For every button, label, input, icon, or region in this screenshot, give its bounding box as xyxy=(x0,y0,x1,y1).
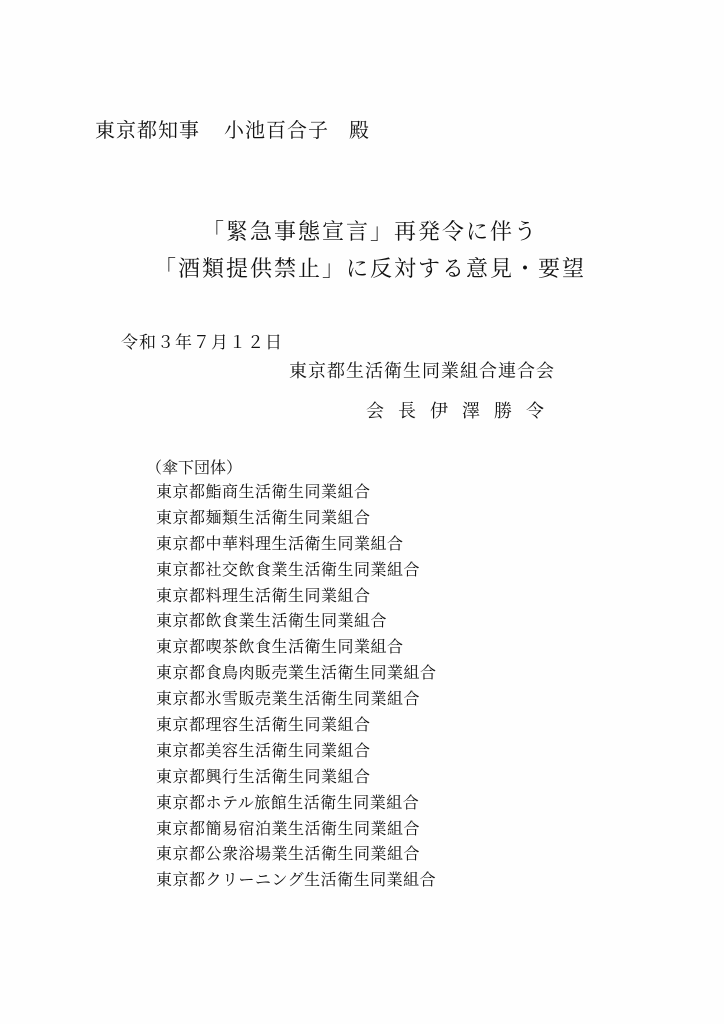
affiliate-item: 東京都簡易宿泊業生活衛生同業組合 xyxy=(156,818,421,838)
affiliate-item: 東京都社交飲食業生活衛生同業組合 xyxy=(156,559,421,579)
affiliate-item: 東京都料理生活衛生同業組合 xyxy=(156,585,371,605)
addressee-name: 小池百合子 xyxy=(224,118,329,142)
affiliate-item: 東京都美容生活衛生同業組合 xyxy=(156,740,371,760)
addressee-honorific: 殿 xyxy=(349,118,370,142)
affiliate-item: 東京都中華料理生活衛生同業組合 xyxy=(156,533,404,553)
document-date: 令和３年７月１２日 xyxy=(121,333,283,353)
affiliate-item: 東京都クリーニング生活衛生同業組合 xyxy=(156,870,437,890)
addressee-line xyxy=(95,114,370,143)
affiliate-item: 東京都喫茶飲食生活衛生同業組合 xyxy=(156,637,404,657)
document-title-line-2: 「酒類提供禁止」に反対する意見・要望 xyxy=(153,257,586,282)
affiliates-heading: （傘下団体） xyxy=(146,458,243,477)
sender-organization: 東京都生活衛生同業組合連合会 xyxy=(289,361,555,382)
affiliate-item: 東京都興行生活衛生同業組合 xyxy=(156,766,371,786)
addressee-office: 東京都知事 xyxy=(95,118,200,142)
affiliate-item: 東京都食鳥肉販売業生活衛生同業組合 xyxy=(156,663,437,683)
affiliate-item: 東京都ホテル旅館生活衛生同業組合 xyxy=(156,792,420,812)
affiliate-item: 東京都氷雪販売業生活衛生同業組合 xyxy=(156,689,421,709)
document-title-line-1: 「緊急事態宣言」再発令に伴う xyxy=(201,220,538,245)
affiliate-item: 東京都麺類生活衛生同業組合 xyxy=(156,507,371,527)
affiliate-item: 東京都飲食業生活衛生同業組合 xyxy=(156,611,388,631)
affiliate-item: 東京都公衆浴場業生活衛生同業組合 xyxy=(156,844,421,864)
affiliate-item: 東京都鮨商生活衛生同業組合 xyxy=(156,482,371,501)
affiliate-item: 東京都理容生活衛生同業組合 xyxy=(156,715,371,735)
affiliates-list xyxy=(156,479,437,893)
sender-chair: 会長伊澤勝令 xyxy=(366,401,558,422)
